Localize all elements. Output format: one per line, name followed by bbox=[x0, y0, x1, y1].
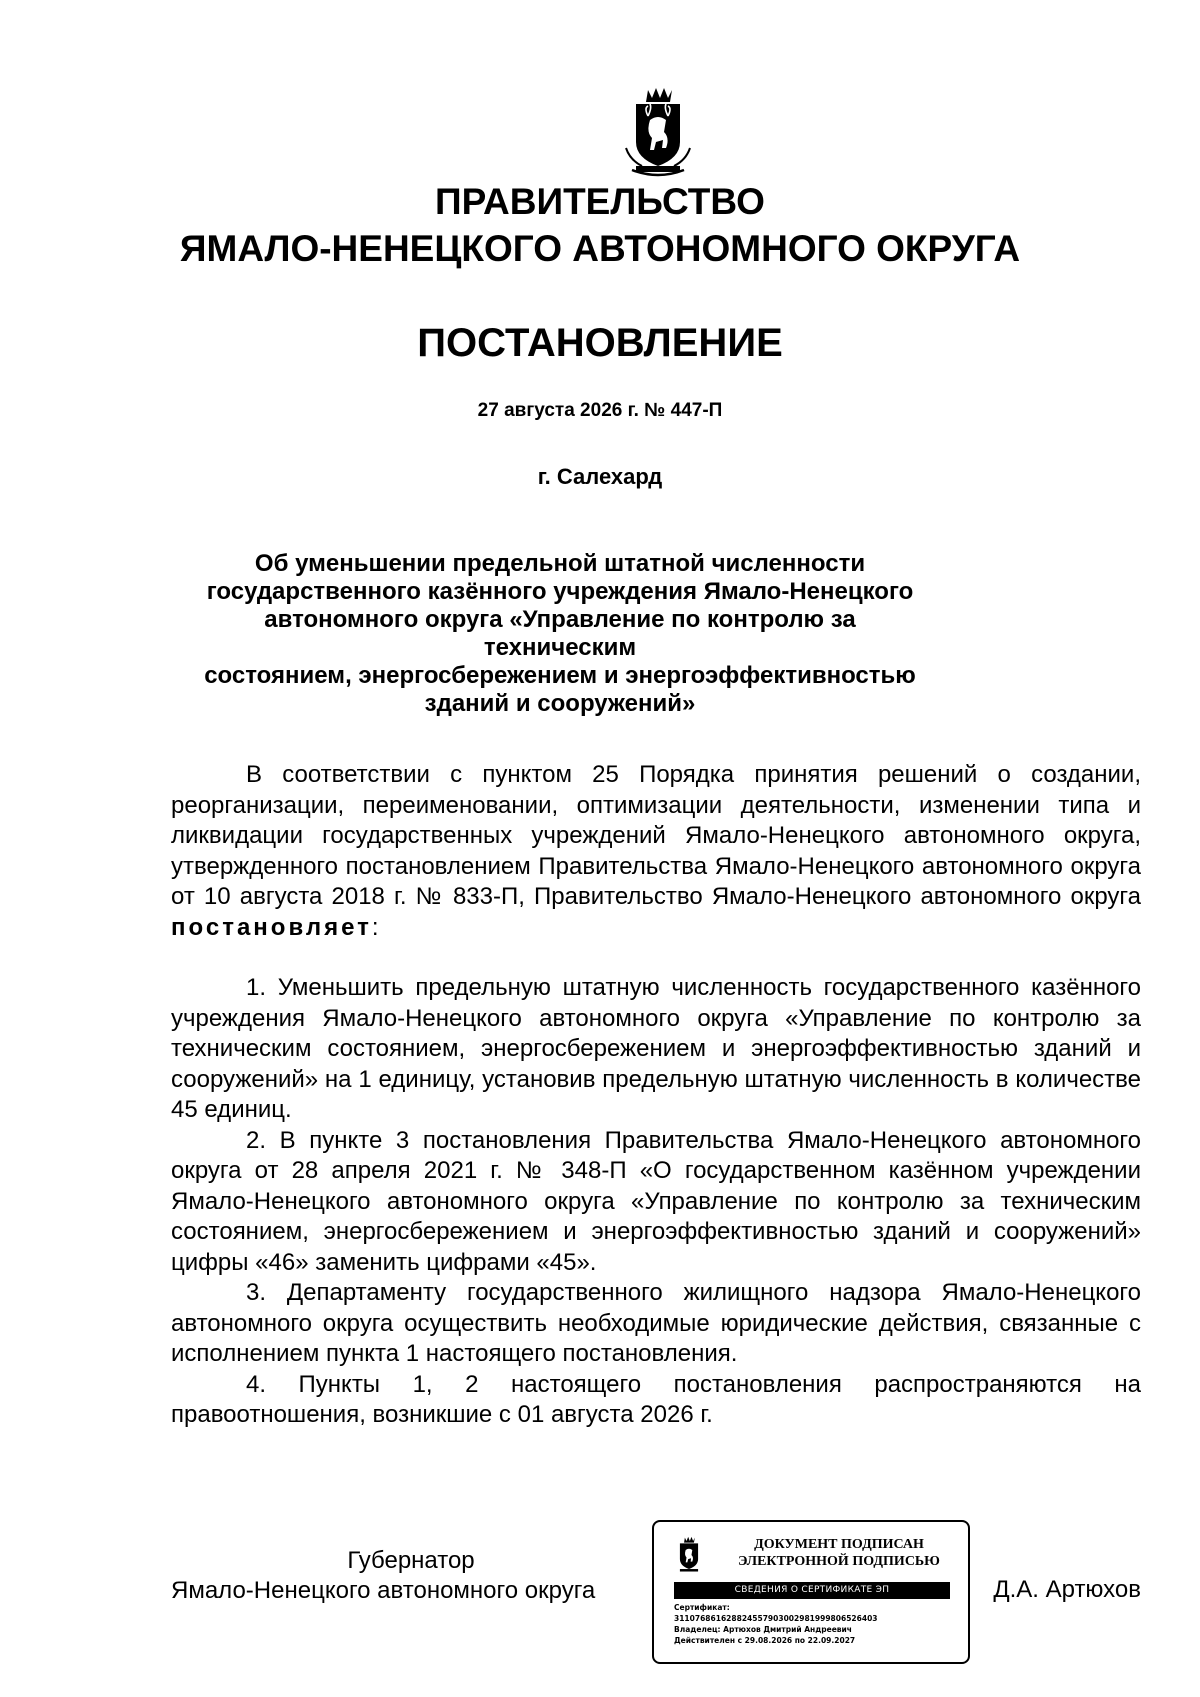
document-city: г. Салехард bbox=[537, 464, 663, 489]
signatory-post-line-2: Ямало-Ненецкого автономного округа bbox=[171, 1577, 596, 1604]
stamp-owner: Владелец: Артюхов Дмитрий Андреевич bbox=[674, 1625, 852, 1634]
decree-item-4: 4. Пункты 1, 2 настоящего постановления распространяются на правоотношения, возникшие с 01 августа 2026 г. bbox=[171, 1370, 1141, 1428]
document-date-number: 27 августа 2026 г. № 447-П bbox=[477, 400, 723, 421]
stamp-validity: Действителен с 29.08.2026 по 22.09.2027 bbox=[674, 1636, 856, 1645]
stamp-title-line-2: ЭЛЕКТРОННОЙ ПОДПИСЬЮ bbox=[738, 1554, 940, 1569]
signatory-position bbox=[171, 1546, 651, 1606]
stamp-certificate-bar: СВЕДЕНИЯ О СЕРТИФИКАТЕ ЭП bbox=[674, 1582, 950, 1599]
stamp-cert-label: Сертификат: bbox=[674, 1603, 730, 1612]
stamp-title bbox=[714, 1536, 964, 1570]
stamp-cert-number: 311076861628824557903002981999806526403 bbox=[674, 1614, 878, 1623]
preamble-text: В соответствии с пунктом 25 Порядка принятия решений о создании, реорганизации, переименовании, оптимизации деятельности, изменении типа и ликвидации государственных учреждений Ямало-Ненецкого автономного округа, утвержденного постановлением Правительства Ямало-Ненецкого автономного округа от 10 августа 2018 г. № 833-П, Правительство Ямало-Ненецкого автономного округа bbox=[171, 761, 1141, 910]
title-line: автономного округа «Управление по контролю за техническим bbox=[264, 606, 856, 661]
stamp-title-line-1: ДОКУМЕНТ ПОДПИСАН bbox=[754, 1537, 924, 1552]
title-line: Об уменьшении предельной штатной численности bbox=[254, 550, 866, 577]
preamble-paragraph bbox=[171, 760, 1141, 943]
title-line: состоянием, энергосбережением и энергоэффективностью bbox=[204, 662, 916, 689]
electronic-signature-stamp bbox=[652, 1520, 970, 1664]
title-line: зданий и сооружений» bbox=[424, 690, 696, 717]
signatory-name: Д.А. Артюхов bbox=[993, 1576, 1141, 1603]
stamp-certificate-info bbox=[674, 1602, 964, 1646]
stamp-emblem-icon bbox=[674, 1536, 704, 1574]
signatory-post-line-1: Губернатор bbox=[347, 1547, 475, 1574]
title-line: государственного казённого учреждения Ямало-Ненецкого bbox=[206, 578, 914, 605]
document-body bbox=[171, 760, 1141, 1431]
decree-item-3: 3. Департаменту государственного жилищного надзора Ямало-Ненецкого автономного округа осуществить необходимые юридические действия, связанные с исполнением пункта 1 настоящего постановления. bbox=[171, 1279, 1141, 1367]
coat-of-arms-emblem bbox=[622, 86, 694, 178]
preamble-end: : bbox=[371, 913, 379, 941]
government-name bbox=[0, 178, 1200, 272]
document-type: ПОСТАНОВЛЕНИЕ bbox=[417, 321, 783, 365]
government-line-1: ПРАВИТЕЛЬСТВО bbox=[435, 181, 765, 222]
document-title bbox=[200, 550, 920, 718]
decree-item-2: 2. В пункте 3 постановления Правительства Ямало-Ненецкого автономного округа от 28 апреля 2021 г. № 348-П «О государственном казённом учреждении Ямало-Ненецкого автономного округа «Управление по контролю за техническим состоянием, энергосбережением и энергоэффективностью зданий и сооружений» цифры «46» заменить цифрами «45». bbox=[171, 1126, 1141, 1276]
preamble-keyword: постановляет bbox=[171, 913, 372, 941]
government-line-2: ЯМАЛО-НЕНЕЦКОГО АВТОНОМНОГО ОКРУГА bbox=[179, 228, 1021, 269]
decree-item-1: 1. Уменьшить предельную штатную численность государственного казённого учреждения Ямало-Ненецкого автономного округа «Управление по контролю за техническим состоянием, энергосбережением и энергоэффективностью зданий и сооружений» на 1 единицу, установив предельную штатную численность в количестве 45 единиц. bbox=[171, 974, 1141, 1123]
